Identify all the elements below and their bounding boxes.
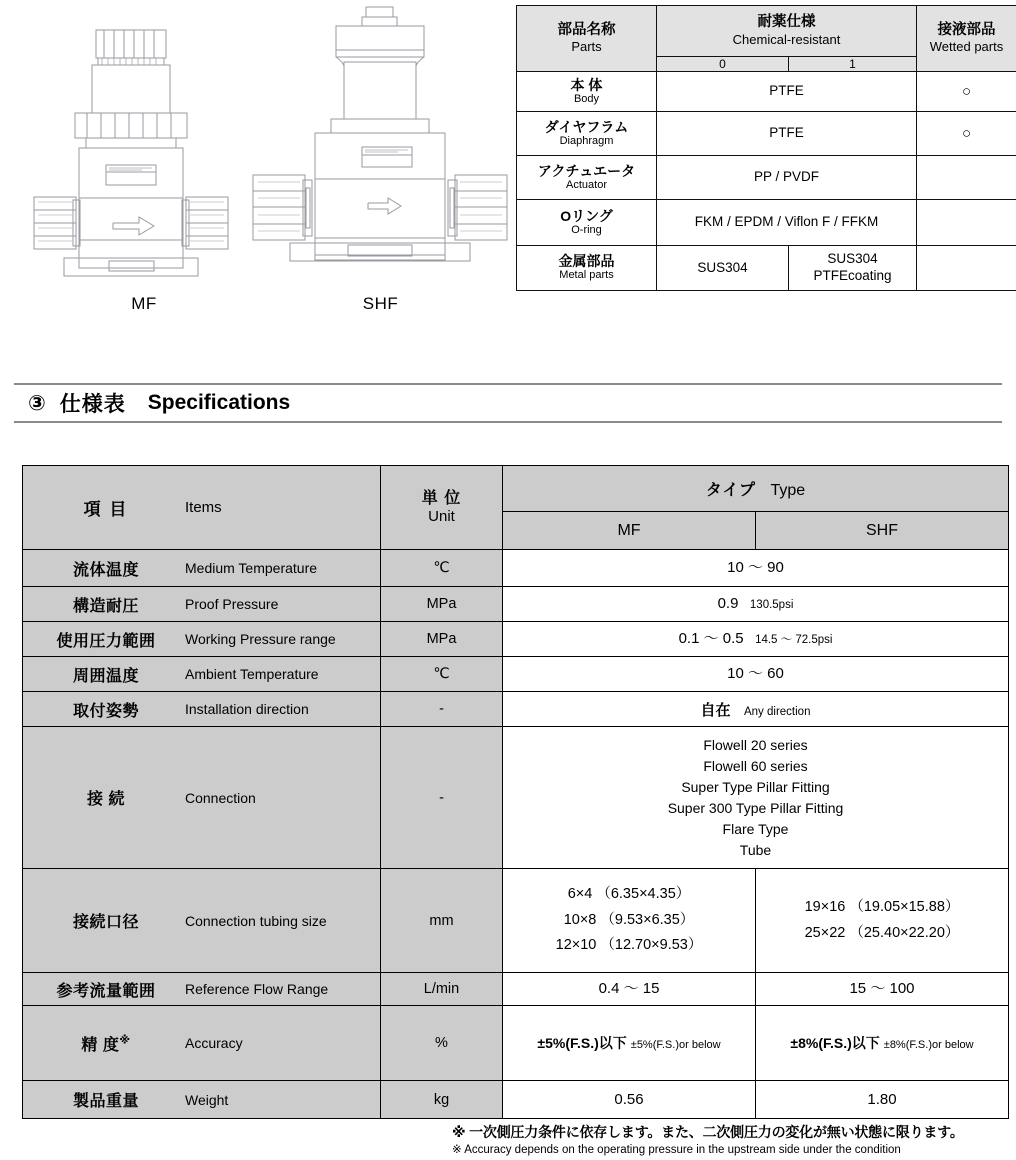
tubing-size-line: 10×8 （9.53×6.35） — [563, 911, 695, 928]
wetted-mark — [917, 156, 1016, 200]
spec-item-cell — [23, 657, 381, 692]
parts-table-row — [517, 112, 1016, 156]
spec-value-cell — [503, 550, 1009, 587]
spec-row — [23, 1006, 1009, 1081]
spec-item-en: Medium Temperature — [185, 560, 318, 576]
wetted-mark: ○ — [917, 72, 1016, 112]
part-name-en: Body — [573, 92, 600, 105]
part-name-en: O-ring — [571, 223, 602, 236]
spec-unit-cell: L/min — [381, 973, 503, 1006]
part-material-cell: FKM / EPDM / Viflon F / FFKM — [657, 200, 917, 246]
tubing-size-line: 6×4 （6.35×4.35） — [567, 886, 691, 903]
part-name-jp: 本 体 — [570, 76, 603, 93]
part-name-cell — [517, 112, 657, 156]
col-header-shf — [756, 512, 1009, 550]
spec-item-cell — [23, 622, 381, 657]
col-header-mf — [503, 512, 756, 550]
accuracy-shf-jp: ±8%(F.S.)以下 — [790, 1035, 880, 1051]
spec-row — [23, 973, 1009, 1006]
parts-table-row — [517, 200, 1016, 246]
spec-value-cell — [503, 657, 1009, 692]
part-material-cell-1 — [789, 246, 917, 291]
chemical-header-jp: 耐薬仕様 — [757, 14, 816, 31]
unit-header-en: Unit — [428, 508, 455, 526]
spec-item-cell — [23, 587, 381, 622]
item-header-en: Items — [185, 499, 222, 516]
shf-valve-drawing — [248, 2, 513, 292]
spec-value-shf: 15 ～ 100 — [756, 973, 1009, 1006]
part-material-cell-0: SUS304 — [657, 246, 789, 291]
col-header-shf-label: SHF — [866, 521, 898, 539]
spec-row — [23, 692, 1009, 727]
spec-row — [23, 587, 1009, 622]
spec-header-row — [23, 466, 1009, 512]
spec-item-en: Accuracy — [185, 1035, 243, 1051]
product-figures-area — [0, 0, 1016, 330]
parts-header-jp: 部品名称 — [557, 21, 616, 38]
figure-shf — [248, 2, 513, 314]
connection-line: Flare Type — [722, 820, 789, 837]
part-name-en: Diaphragm — [559, 134, 614, 147]
spec-item-cell — [23, 550, 381, 587]
spec-item-en: Working Pressure range — [185, 631, 336, 647]
spec-value-mf: 0.4 ～ 15 — [503, 973, 756, 1006]
spec-item-cell — [23, 869, 381, 973]
spec-item-jp: 使用圧力範囲 — [56, 632, 156, 650]
parts-table-header-row — [517, 6, 1016, 57]
parts-table-row — [517, 246, 1016, 291]
part-name-cell — [517, 156, 657, 200]
spec-value-sub: 130.5psi — [749, 599, 794, 612]
wetted-header-jp: 接液部品 — [937, 21, 996, 38]
spec-value-sub: Any direction — [743, 705, 811, 718]
spec-value-shf — [756, 869, 1009, 973]
spec-value-sub: 14.5 ～ 72.5psi — [755, 634, 833, 647]
spec-item-en: Proof Pressure — [185, 596, 279, 612]
spec-item-jp: 流体温度 — [72, 561, 139, 579]
spec-item-en: Weight — [185, 1091, 229, 1108]
type-header-cell — [503, 466, 1009, 512]
spec-item-cell — [23, 973, 381, 1006]
type-header-en: Type — [770, 482, 806, 499]
section-number: ③ — [28, 391, 46, 415]
spec-item-jp: 参考流量範囲 — [56, 982, 156, 1000]
spec-item-jp: 周囲温度 — [72, 667, 139, 685]
spec-item-en: Connection — [185, 789, 256, 806]
connection-line: Flowell 20 series — [703, 736, 808, 753]
type-header-jp: タイプ — [705, 482, 757, 499]
spec-item-en: Connection tubing size — [185, 912, 327, 929]
figure-mf — [24, 2, 264, 314]
spec-row — [23, 869, 1009, 973]
chemical-header-cell — [657, 6, 917, 57]
spec-unit-cell: - — [381, 692, 503, 727]
part-material-cell: PTFE — [657, 72, 917, 112]
spec-unit-cell: ℃ — [381, 550, 503, 587]
spec-value-cell — [503, 587, 1009, 622]
part-name-jp: 金属部品 — [558, 253, 615, 270]
spec-item-jp: 取付姿勢 — [72, 702, 139, 720]
spec-value-shf: 1.80 — [756, 1081, 1009, 1119]
accuracy-footnote — [452, 1124, 1012, 1157]
chem-sub-0: 0 — [657, 57, 789, 72]
spec-value: 0.1 ～ 0.5 — [678, 630, 744, 648]
part-name-jp: Oリング — [560, 207, 613, 224]
parts-table-row — [517, 156, 1016, 200]
spec-item-jp: 製品重量 — [72, 1093, 139, 1110]
wetted-header-en: Wetted parts — [929, 39, 1004, 55]
chem-sub-1: 1 — [789, 57, 917, 72]
part-name-en: Metal parts — [559, 269, 614, 282]
material-line-1: SUS304 — [827, 251, 878, 267]
accuracy-shf-en: ±8%(F.S.)or below — [883, 1039, 974, 1051]
spec-row — [23, 622, 1009, 657]
spec-value-shf — [756, 1006, 1009, 1081]
spec-value-cell — [503, 727, 1009, 869]
footnote-en: ※ Accuracy depends on the operating pressure in the upstream side under the condition — [452, 1143, 901, 1156]
part-name-en: Actuator — [566, 178, 607, 191]
spec-value-cell — [503, 622, 1009, 657]
part-name-jp: アクチュエータ — [537, 162, 636, 179]
spec-item-jp — [27, 1032, 185, 1055]
spec-value: 10 ～ 90 — [727, 559, 784, 577]
parts-header-cell — [517, 6, 657, 72]
connection-line: Tube — [739, 841, 772, 858]
spec-item-cell — [23, 1006, 381, 1081]
section-heading — [14, 383, 1002, 423]
spec-unit-cell: kg — [381, 1081, 503, 1119]
spec-item-en: Ambient Temperature — [185, 666, 319, 682]
spec-value-mf: 0.56 — [503, 1081, 756, 1119]
spec-item-cell — [23, 692, 381, 727]
tubing-size-line: 12×10 （12.70×9.53） — [555, 937, 703, 954]
accuracy-mf-en: ±5%(F.S.)or below — [630, 1039, 721, 1051]
figure-caption-mf: MF — [131, 294, 157, 313]
spec-item-jp: 接 続 — [87, 791, 125, 808]
material-line-2: PTFEcoating — [813, 268, 892, 283]
spec-unit-cell: % — [381, 1006, 503, 1081]
spec-item-en: Reference Flow Range — [185, 981, 329, 997]
connection-line: Super Type Pillar Fitting — [681, 778, 830, 795]
spec-item-jp-text: 精 度 — [81, 1036, 120, 1054]
wetted-mark — [917, 200, 1016, 246]
spec-value-mf — [503, 869, 756, 973]
unit-header-cell — [381, 466, 503, 550]
accuracy-footnote-marker: ※ — [119, 1034, 131, 1047]
spec-value: 0.9 — [717, 595, 739, 613]
item-header-jp: 項 目 — [83, 500, 129, 519]
part-name-cell — [517, 72, 657, 112]
spec-value-cell — [503, 692, 1009, 727]
col-header-mf-label: MF — [617, 521, 641, 539]
figure-caption-shf: SHF — [362, 294, 399, 313]
spec-item-cell — [23, 1081, 381, 1119]
tubing-size-line: 19×16 （19.05×15.88） — [804, 899, 960, 916]
spec-unit-cell: ℃ — [381, 657, 503, 692]
spec-unit-cell: MPa — [381, 622, 503, 657]
part-name-cell — [517, 200, 657, 246]
accuracy-mf-jp: ±5%(F.S.)以下 — [537, 1035, 627, 1051]
spec-row — [23, 550, 1009, 587]
connection-line: Flowell 60 series — [703, 757, 808, 774]
spec-row — [23, 657, 1009, 692]
part-name-jp: ダイヤフラム — [544, 118, 629, 135]
wetted-header-cell — [917, 6, 1016, 72]
unit-header-jp: 単 位 — [421, 489, 462, 507]
spec-item-jp: 構造耐圧 — [72, 597, 139, 615]
chemical-header-en: Chemical-resistant — [732, 31, 841, 47]
footnote-jp: ※ 一次側圧力条件に依存します。また、二次側圧力の変化が無い状態に限ります。 — [452, 1124, 964, 1140]
spec-row — [23, 727, 1009, 869]
spec-unit-cell: mm — [381, 869, 503, 973]
section-title-jp: 仕様表 — [59, 393, 126, 416]
spec-unit-cell: - — [381, 727, 503, 869]
part-name-cell — [517, 246, 657, 291]
spec-unit-cell: MPa — [381, 587, 503, 622]
part-material-cell: PTFE — [657, 112, 917, 156]
spec-item-en: Installation direction — [185, 701, 309, 717]
parts-header-en: Parts — [571, 39, 602, 55]
spec-value: 10 ～ 60 — [727, 665, 784, 683]
spec-row — [23, 1081, 1009, 1119]
mf-valve-drawing — [24, 2, 264, 292]
spec-item-jp: 接続口径 — [72, 914, 139, 931]
specifications-table — [22, 465, 1009, 1119]
spec-item-cell — [23, 727, 381, 869]
section-title-en: Specifications — [147, 391, 291, 414]
parts-material-table — [516, 5, 1016, 291]
spec-value-mf — [503, 1006, 756, 1081]
connection-line: Super 300 Type Pillar Fitting — [667, 799, 844, 816]
spec-value: 自在 — [700, 701, 731, 719]
wetted-mark: ○ — [917, 112, 1016, 156]
part-material-cell: PP / PVDF — [657, 156, 917, 200]
item-header-cell — [23, 466, 381, 550]
parts-table-row — [517, 72, 1016, 112]
wetted-mark — [917, 246, 1016, 291]
tubing-size-line: 25×22 （25.40×22.20） — [804, 924, 960, 941]
